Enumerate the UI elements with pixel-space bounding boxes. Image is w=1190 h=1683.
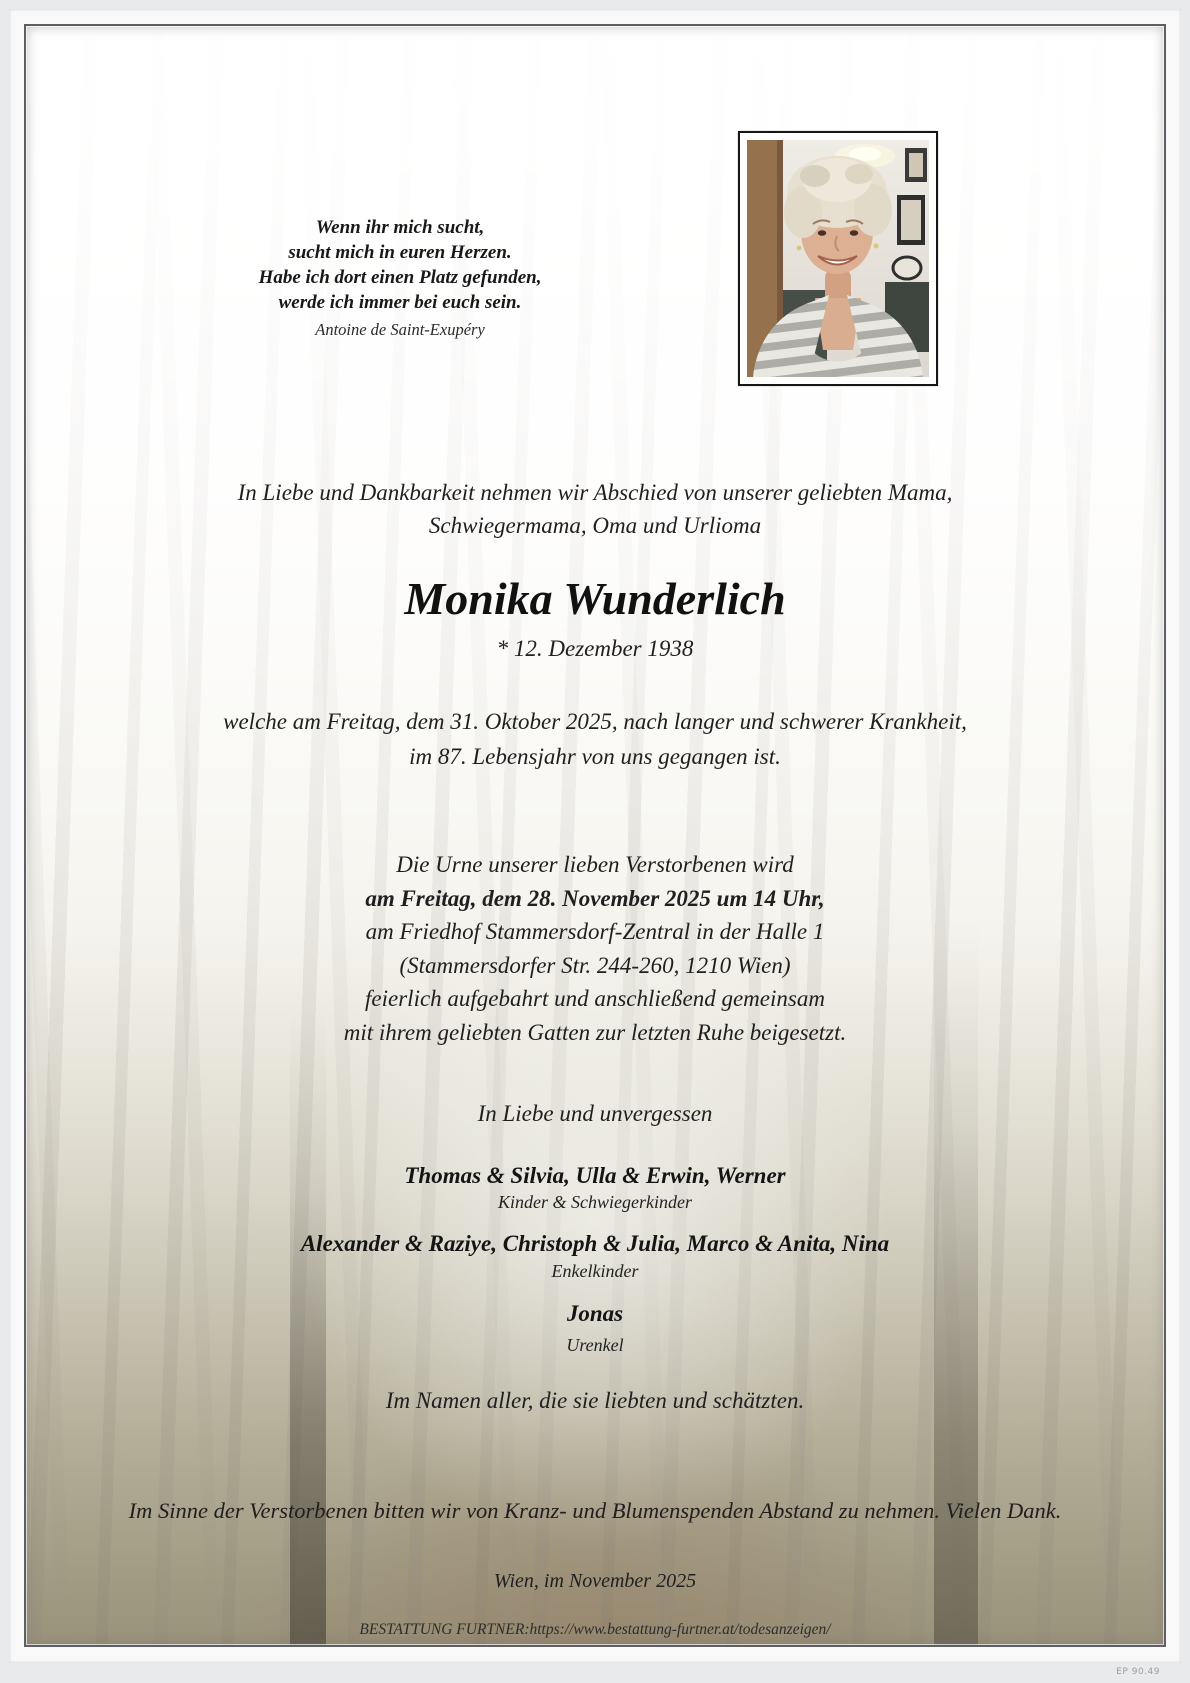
- donation-note: Im Sinne der Verstorbenen bitten wir von Kranz- und Blumenspenden Abstand zu nehmen. Vielen Dank.: [128, 1498, 1062, 1523]
- place-date: Wien, im November 2025: [493, 1570, 697, 1592]
- memorial-quote: [130, 215, 670, 342]
- family-names: Jonas: [566, 1301, 624, 1326]
- quote-attribution: Antoine de Saint-Exupéry: [315, 320, 485, 339]
- funeral-home-line: BESTATTUNG FURTNER:https://www.bestattung-furtner.at/todesanzeigen/: [359, 1621, 831, 1638]
- funeral-detail-line: am Friedhof Stammersdorf-Zentral in der Halle 1: [365, 919, 825, 944]
- funeral-date-line: am Freitag, dem 28. November 2025 um 14 Uhr,: [365, 885, 825, 911]
- death-notice-line: welche am Freitag, dem 31. Oktober 2025, nach langer und schwerer Krankheit,: [223, 709, 967, 734]
- family-names: Thomas & Silvia, Ulla & Erwin, Werner: [404, 1163, 786, 1188]
- farewell-text: In Liebe und unvergessen: [477, 1101, 713, 1126]
- corner-code: EP 90.49: [1116, 1667, 1160, 1677]
- deceased-name: Monika Wunderlich: [404, 573, 786, 624]
- quote-line: Habe ich dort einen Platz gefunden,: [258, 267, 542, 288]
- death-notice-line: im 87. Lebensjahr von uns gegangen ist.: [409, 744, 781, 769]
- quote-line: werde ich immer bei euch sein.: [278, 292, 522, 313]
- portrait-photo: [738, 131, 938, 386]
- funeral-detail-line: (Stammersdorfer Str. 244-260, 1210 Wien): [399, 952, 791, 978]
- funeral-detail-line: feierlich aufgebahrt und anschließend gemeinsam: [365, 986, 825, 1011]
- memorial-card: [24, 24, 1166, 1647]
- portrait-photo-illustration: [747, 140, 929, 377]
- family-names: Alexander & Raziye, Christoph & Julia, Marco & Anita, Nina: [300, 1231, 890, 1256]
- funeral-detail-line: mit ihrem geliebten Gatten zur letzten Ruhe beigesetzt.: [343, 1019, 847, 1045]
- funeral-details: [26, 848, 1164, 1049]
- intro-line: In Liebe und Dankbarkeit nehmen wir Abschied von unserer geliebten Mama,: [237, 480, 953, 505]
- family-relation: Enkelkinder: [551, 1261, 639, 1281]
- quote-line: Wenn ihr mich sucht,: [315, 217, 485, 238]
- intro-text: [26, 476, 1164, 542]
- family-relation: Urenkel: [566, 1335, 624, 1355]
- funeral-detail-line: Die Urne unserer lieben Verstorbenen wird: [396, 852, 794, 877]
- quote-line: sucht mich in euren Herzen.: [288, 242, 512, 263]
- intro-line: Schwiegermama, Oma und Urlioma: [428, 513, 762, 538]
- death-notice: [26, 704, 1164, 774]
- birth-date: * 12. Dezember 1938: [496, 636, 694, 661]
- closing-line: Im Namen aller, die sie liebten und schätzten.: [385, 1388, 805, 1413]
- family-relation: Kinder & Schwiegerkinder: [498, 1192, 692, 1212]
